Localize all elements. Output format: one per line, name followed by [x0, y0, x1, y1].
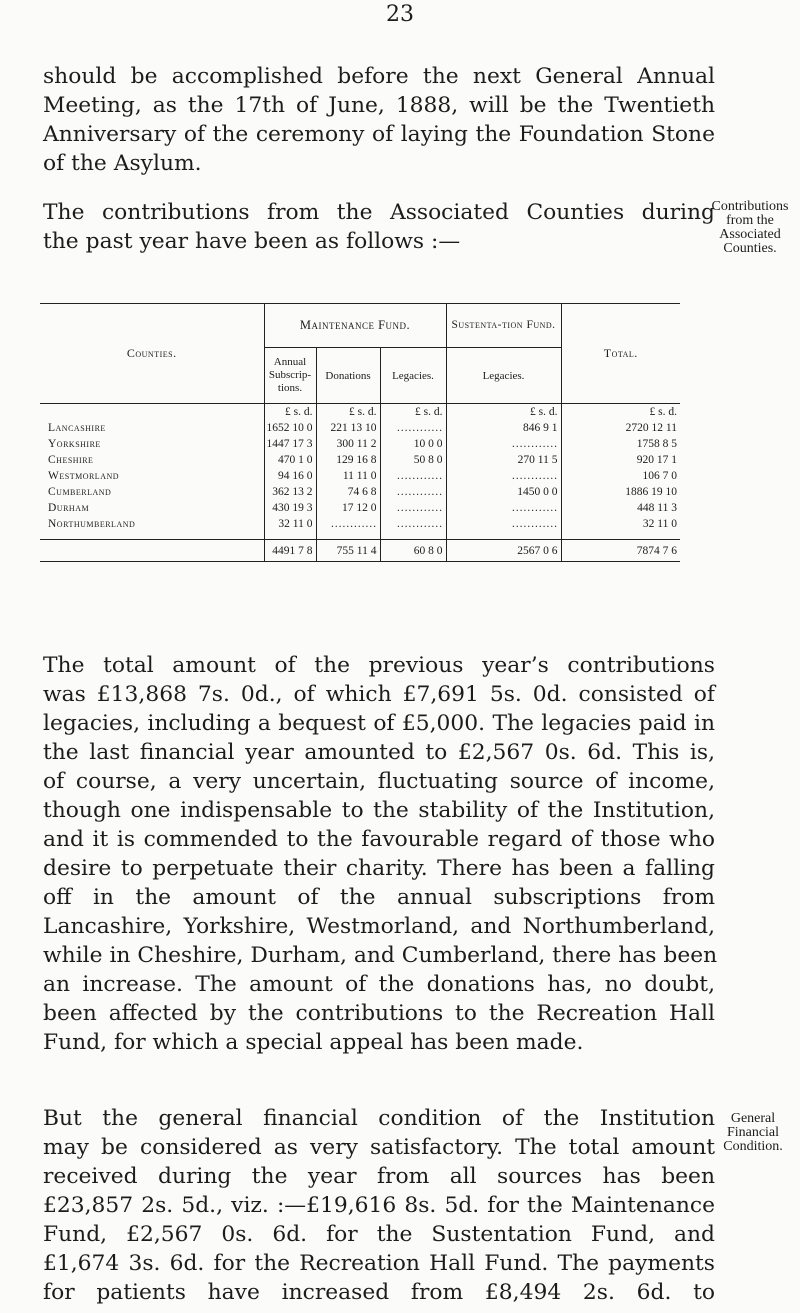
text-line: legacies, including a bequest of £5,000. The legacies paid in — [43, 711, 715, 736]
blank-cell — [40, 532, 264, 540]
total-donations: 755 11 4 — [316, 540, 380, 562]
units-label: £ s. d. — [316, 404, 380, 420]
cell-sustentation: 1450 0 0 — [446, 484, 561, 500]
text-line: should be accomplished before the next General Annual — [43, 64, 715, 89]
header-legacies: Legacies. — [380, 348, 446, 404]
cell-county: Durham — [40, 500, 264, 516]
margin-note-line: from the — [726, 213, 774, 228]
table-body — [40, 420, 680, 540]
cell-legacies: 10 0 0 — [380, 436, 446, 452]
cell-donations: 129 16 8 — [316, 452, 380, 468]
table-row — [40, 468, 680, 484]
cell-donations: 11 11 0 — [316, 468, 380, 484]
cell-total: 106 7 0 — [642, 469, 677, 482]
text-line: Fund, £2,567 0s. 6d. for the Sustentation Fund, and — [43, 1222, 715, 1247]
total-sustentation: 2567 0 6 — [446, 540, 561, 562]
margin-note-line: Condition. — [723, 1139, 783, 1154]
contributions-table — [40, 303, 680, 562]
cell-sustentation: ………… — [446, 436, 561, 452]
paragraph-financial-condition — [43, 1104, 715, 1307]
cell-donations: 17 12 0 — [316, 500, 380, 516]
blank-cell — [40, 404, 264, 420]
cell-sustentation: ………… — [446, 468, 561, 484]
text-line: the last financial year amounted to £2,567 0s. 6d. This is, — [43, 740, 715, 765]
cell-donations: 300 11 2 — [316, 436, 380, 452]
text-line: of course, a very uncertain, fluctuating source of income, — [43, 769, 715, 794]
table-row — [40, 500, 680, 516]
blank-cell — [561, 532, 680, 540]
cell-county: Cheshire — [40, 452, 264, 468]
page-number: 23 — [386, 2, 414, 27]
margin-note-contributions — [705, 200, 795, 256]
cell-total: 920 17 1 — [636, 453, 677, 466]
text-line: But the general financial condition of the Institution — [43, 1106, 715, 1131]
text-line: an increase. The amount of the donations has, no doubt, — [43, 972, 715, 997]
text-line: was £13,868 7s. 0d., of which £7,691 5s. 0d. consisted of — [43, 682, 715, 707]
cell-total: 1758 8 5 — [636, 437, 677, 450]
table-row — [40, 436, 680, 452]
table-row — [40, 516, 680, 532]
cell-total: 2720 12 11 — [625, 421, 677, 434]
cell-subscriptions: 470 1 0 — [264, 452, 316, 468]
header-annual-subscriptions: Annual Subscrip-tions. — [264, 348, 316, 404]
cell-legacies: ………… — [380, 516, 446, 532]
cell-total: 32 11 0 — [642, 517, 677, 530]
header-sustentation-fund: Sustenta-tion Fund. — [446, 304, 561, 348]
cell-legacies: ………… — [380, 500, 446, 516]
text-line: £23,857 2s. 5d., viz. :—£19,616 8s. 5d. for the Maintenance — [43, 1193, 715, 1218]
paragraph-previous-year — [43, 651, 718, 1057]
text-line: Fund, for which a special appeal has been made. — [43, 1030, 584, 1055]
total-legacies: 60 8 0 — [380, 540, 446, 562]
text-line: Lancashire, Yorkshire, Westmorland, and Northumberland, — [43, 914, 715, 939]
blank-cell — [264, 532, 316, 540]
units-label: £ s. d. — [380, 404, 446, 420]
header-maintenance-fund: Maintenance Fund. — [264, 304, 446, 348]
blank-cell — [380, 532, 446, 540]
cell-county: Northumberland — [40, 516, 264, 532]
cell-county: Westmorland — [40, 468, 264, 484]
cell-donations: 221 13 10 — [316, 420, 380, 436]
cell-subscriptions: 362 13 2 — [264, 484, 316, 500]
text-line: The contributions from the Associated Counties during — [43, 200, 715, 225]
cell-legacies: 50 8 0 — [380, 452, 446, 468]
text-line: been affected by the contributions to the Recreation Hall — [43, 1001, 715, 1026]
units-label: £ s. d. — [446, 404, 561, 420]
cell-legacies: ………… — [380, 468, 446, 484]
margin-note-general — [708, 1112, 798, 1154]
cell-sustentation: 270 11 5 — [446, 452, 561, 468]
text-line: desire to perpetuate their charity. There has been a falling — [43, 856, 715, 881]
paragraph-contributions — [43, 198, 715, 256]
text-line: and it is commended to the favourable regard of those who — [43, 827, 715, 852]
margin-note-line: General — [730, 1111, 776, 1126]
cell-sustentation: 846 9 1 — [446, 420, 561, 436]
cell-county: Lancashire — [40, 420, 264, 436]
text-line: may be considered as very satisfactory. The total amount — [43, 1135, 715, 1160]
header-donations: Donations — [316, 348, 380, 404]
cell-legacies: ………… — [380, 420, 446, 436]
spacer-row — [40, 532, 680, 540]
cell-donations: ………… — [316, 516, 380, 532]
units-label: £ s. d. — [264, 404, 316, 420]
text-line: while in Cheshire, Durham, and Cumberland, there has been — [43, 943, 718, 968]
cell-donations: 74 6 8 — [316, 484, 380, 500]
cell-sustentation: ………… — [446, 516, 561, 532]
table-row — [40, 452, 680, 468]
table-row — [40, 420, 680, 436]
text-line: The total amount of the previous year’s contributions — [43, 653, 715, 678]
units-label: £ s. d. — [561, 404, 680, 420]
cell-total: 448 11 3 — [637, 501, 677, 514]
margin-note-line: Financial — [726, 1125, 780, 1140]
text-line: Anniversary of the ceremony of laying the Foundation Stone — [43, 122, 715, 147]
grand-total: 7874 7 6 — [561, 540, 680, 562]
text-line: Meeting, as the 17th of June, 1888, will be the Twentieth — [43, 93, 715, 118]
text-line: though one indispensable to the stability of the Institution, — [43, 798, 715, 823]
blank-cell — [446, 532, 561, 540]
text-line: received during the year from all sources has been — [43, 1164, 715, 1189]
cell-subscriptions: 430 19 3 — [264, 500, 316, 516]
total-subscriptions: 4491 7 8 — [264, 540, 316, 562]
margin-note-line: Contributions — [711, 199, 789, 214]
cell-county: Yorkshire — [40, 436, 264, 452]
cell-sustentation: ………… — [446, 500, 561, 516]
blank-cell — [40, 540, 264, 562]
table-row — [40, 484, 680, 500]
header-total: Total. — [561, 304, 680, 404]
cell-total: 1886 19 10 — [625, 485, 677, 498]
cell-subscriptions: 1447 17 3 — [264, 436, 316, 452]
text-line: the past year have been as follows :— — [43, 229, 461, 254]
blank-cell — [316, 532, 380, 540]
cell-county: Cumberland — [40, 484, 264, 500]
text-line: £1,674 3s. 6d. for the Recreation Hall Fund. The payments — [43, 1251, 715, 1276]
header-sustentation-legacies: Legacies. — [446, 348, 561, 404]
text-line: for patients have increased from £8,494 2s. 6d. to — [43, 1280, 715, 1305]
text-line: of the Asylum. — [43, 151, 202, 176]
header-counties: Counties. — [40, 304, 264, 404]
cell-subscriptions: 32 11 0 — [264, 516, 316, 532]
margin-note-line: Associated — [719, 227, 781, 242]
cell-subscriptions: 1652 10 0 — [264, 420, 316, 436]
cell-subscriptions: 94 16 0 — [264, 468, 316, 484]
paragraph-intro — [43, 62, 715, 178]
text-line: off in the amount of the annual subscriptions from — [43, 885, 715, 910]
cell-legacies: ………… — [380, 484, 446, 500]
margin-note-line: Counties. — [723, 241, 777, 256]
